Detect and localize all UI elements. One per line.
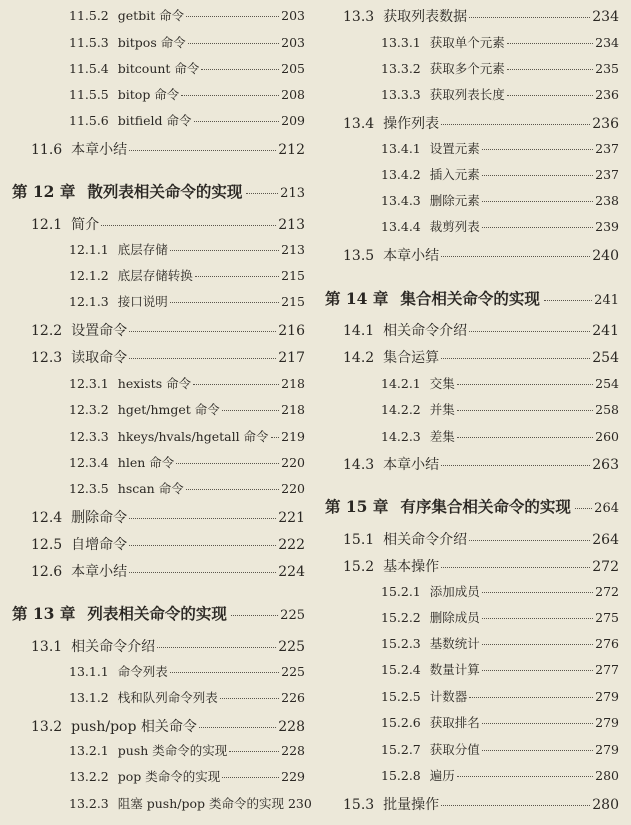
dot-leader [170, 250, 279, 251]
entry-title: 阻塞 push/pop 类命令的实现 [117, 796, 284, 811]
entry-number: 14.2.3 [381, 429, 421, 444]
entry-number: 11.5.3 [69, 35, 109, 50]
subsection-entry [69, 479, 305, 497]
section-entry [343, 347, 619, 367]
entry-page-number: 221 [278, 510, 305, 526]
dot-leader [246, 193, 278, 194]
entry-number: 15.2.3 [381, 636, 421, 651]
entry-page-number: 237 [595, 141, 619, 156]
entry-number: 12.4 [31, 510, 63, 526]
entry-number: 13.5 [343, 248, 375, 264]
subsection-entry [381, 427, 619, 445]
dot-leader [482, 149, 593, 150]
entry-page-number: 228 [281, 743, 305, 758]
entry-number: 第 13 章 [12, 604, 76, 623]
entry-number: 15.3 [343, 797, 375, 813]
subsection-entry [381, 217, 619, 235]
entry-number: 13.1.2 [69, 690, 109, 705]
entry-number: 12.3.5 [69, 481, 109, 496]
entry-number: 13.3.3 [381, 87, 421, 102]
chapter-entry [325, 287, 619, 309]
entry-page-number: 236 [592, 116, 619, 132]
entry-number: 13.3.2 [381, 61, 421, 76]
entry-page-number: 224 [278, 564, 305, 580]
entry-number: 13.1 [31, 639, 63, 655]
dot-leader [441, 567, 590, 568]
dot-leader [469, 17, 590, 18]
entry-page-number: 213 [278, 217, 305, 233]
subsection-entry [69, 240, 305, 258]
subsection-entry [69, 662, 305, 680]
entry-number: 15.2.8 [381, 768, 421, 783]
dot-leader [441, 465, 590, 466]
entry-number: 13.2.1 [69, 743, 109, 758]
entry-number: 第 12 章 [12, 182, 76, 201]
section-entry [31, 561, 305, 581]
entry-title: 本章小结 [71, 142, 128, 158]
entry-title: 获取列表数据 [383, 9, 468, 25]
entry-page-number: 220 [281, 455, 305, 470]
entry-title: 插入元素 [429, 167, 480, 182]
entry-title: 获取单个元素 [429, 35, 505, 50]
entry-number: 13.1.1 [69, 664, 109, 679]
dot-leader [457, 384, 593, 385]
dot-leader [129, 150, 276, 151]
dot-leader [469, 697, 593, 698]
entry-page-number: 235 [595, 61, 619, 76]
entry-title: hexists 命令 [117, 376, 192, 391]
entry-page-number: 241 [594, 293, 619, 308]
subsection-entry [69, 688, 305, 706]
dot-leader [181, 95, 279, 96]
entry-title: bitcount 命令 [117, 61, 200, 76]
section-entry [343, 320, 619, 340]
entry-page-number: 264 [594, 501, 619, 516]
dot-leader [441, 805, 590, 806]
entry-number: 14.1 [343, 323, 375, 339]
entry-page-number: 218 [281, 402, 305, 417]
entry-number: 12.1 [31, 217, 63, 233]
entry-number: 12.3 [31, 350, 63, 366]
entry-title: hget/hmget 命令 [117, 402, 220, 417]
entry-page-number: 208 [281, 87, 305, 102]
entry-number: 14.2.2 [381, 402, 421, 417]
section-entry [343, 556, 619, 576]
entry-title: 设置命令 [71, 323, 128, 339]
entry-title: 删除命令 [71, 510, 128, 526]
section-entry [31, 214, 305, 234]
entry-number: 14.2 [343, 350, 375, 366]
entry-page-number: 220 [281, 481, 305, 496]
dot-leader [129, 545, 276, 546]
entry-title: hscan 命令 [117, 481, 184, 496]
dot-leader [231, 615, 278, 616]
entry-title: bitfield 命令 [117, 113, 192, 128]
dot-leader [129, 358, 276, 359]
entry-title: 设置元素 [429, 141, 480, 156]
dot-leader [186, 16, 279, 17]
entry-page-number: 225 [280, 608, 305, 623]
entry-title: 栈和队列命令列表 [117, 690, 218, 705]
subsection-entry [381, 766, 619, 784]
dot-leader [457, 410, 593, 411]
chapter-entry [325, 495, 619, 517]
dot-leader [129, 572, 276, 573]
entry-page-number: 226 [281, 690, 305, 705]
dot-leader [469, 540, 590, 541]
subsection-entry [381, 400, 619, 418]
entry-number: 15.2.7 [381, 742, 421, 757]
entry-page-number: 276 [595, 636, 619, 651]
entry-number: 12.3.3 [69, 429, 109, 444]
entry-title: 散列表相关命令的实现 [87, 182, 243, 201]
entry-page-number: 212 [278, 142, 305, 158]
section-entry [31, 507, 305, 527]
dot-leader [469, 331, 590, 332]
dot-leader [129, 518, 276, 519]
subsection-entry [69, 741, 305, 759]
entry-page-number: 222 [278, 537, 305, 553]
entry-page-number: 239 [595, 219, 619, 234]
entry-title: 基本操作 [383, 559, 440, 575]
subsection-entry [69, 266, 305, 284]
entry-title: 批量操作 [383, 797, 440, 813]
entry-title: 本章小结 [383, 457, 440, 473]
dot-leader [222, 410, 279, 411]
entry-title: 底层存储转换 [117, 268, 193, 283]
dot-leader [170, 672, 279, 673]
entry-title: 获取排名 [429, 715, 480, 730]
entry-number: 13.4 [343, 116, 375, 132]
entry-number: 12.1.3 [69, 294, 109, 309]
subsection-entry [69, 292, 305, 310]
subsection-entry [381, 165, 619, 183]
entry-title: pop 类命令的实现 [117, 769, 221, 784]
subsection-entry [69, 59, 305, 77]
dot-leader [457, 437, 593, 438]
entry-title: 读取命令 [71, 350, 128, 366]
entry-number: 13.2.2 [69, 769, 109, 784]
entry-page-number: 215 [281, 294, 305, 309]
entry-title: 删除成员 [429, 610, 480, 625]
entry-page-number: 203 [281, 35, 305, 50]
dot-leader [482, 723, 593, 724]
subsection-entry [381, 33, 619, 51]
entry-title: 本章小结 [71, 564, 128, 580]
entry-page-number: 264 [592, 532, 619, 548]
entry-title: 集合相关命令的实现 [400, 289, 540, 308]
entry-title: 计数器 [429, 689, 468, 704]
section-entry [343, 454, 619, 474]
subsection-entry [69, 400, 305, 418]
dot-leader [457, 776, 593, 777]
dot-leader [220, 698, 279, 699]
dot-leader [544, 300, 592, 301]
subsection-entry [69, 767, 305, 785]
entry-page-number: 213 [280, 186, 305, 201]
entry-title: 裁剪列表 [429, 219, 480, 234]
entry-number: 11.5.4 [69, 61, 109, 76]
dot-leader [199, 727, 276, 728]
entry-title: bitop 命令 [117, 87, 180, 102]
entry-title: getbit 命令 [117, 8, 185, 23]
entry-title: 差集 [429, 429, 455, 444]
entry-title: 相关命令介绍 [71, 639, 156, 655]
entry-number: 14.3 [343, 457, 375, 473]
section-entry [343, 113, 619, 133]
section-entry [31, 347, 305, 367]
entry-title: 自增命令 [71, 537, 128, 553]
subsection-entry [381, 374, 619, 392]
section-entry [31, 716, 305, 736]
entry-number: 12.1.2 [69, 268, 109, 283]
entry-title: hkeys/hvals/hgetall 命令 [117, 429, 269, 444]
subsection-entry [381, 59, 619, 77]
entry-number: 13.4.1 [381, 141, 421, 156]
entry-page-number: 216 [278, 323, 305, 339]
entry-number: 12.2 [31, 323, 63, 339]
entry-number: 13.3 [343, 9, 375, 25]
subsection-entry [381, 191, 619, 209]
entry-number: 13.3.1 [381, 35, 421, 50]
entry-number: 12.1.1 [69, 242, 109, 257]
dot-leader [271, 437, 280, 438]
subsection-entry [69, 111, 305, 129]
entry-page-number: 237 [595, 167, 619, 182]
entry-number: 11.5.6 [69, 113, 109, 128]
dot-leader [441, 358, 590, 359]
entry-number: 11.5.2 [69, 8, 109, 23]
entry-number: 15.2.2 [381, 610, 421, 625]
dot-leader [507, 95, 593, 96]
entry-page-number: 254 [595, 376, 619, 391]
subsection-entry [381, 713, 619, 731]
entry-page-number: 272 [592, 559, 619, 575]
dot-leader [229, 751, 279, 752]
dot-leader [482, 592, 593, 593]
dot-leader [186, 489, 279, 490]
entry-page-number: 203 [281, 8, 305, 23]
entry-page-number: 260 [595, 429, 619, 444]
entry-page-number: 234 [595, 35, 619, 50]
entry-title: 获取列表长度 [429, 87, 505, 102]
dot-leader [195, 276, 279, 277]
entry-page-number: 280 [592, 797, 619, 813]
dot-leader [222, 777, 279, 778]
section-entry [31, 636, 305, 656]
subsection-entry [69, 427, 305, 445]
entry-title: hlen 命令 [117, 455, 175, 470]
entry-page-number: 215 [281, 268, 305, 283]
entry-number: 15.2.6 [381, 715, 421, 730]
entry-title: 基数统计 [429, 636, 480, 651]
entry-title: 底层存储 [117, 242, 168, 257]
entry-title: 操作列表 [383, 116, 440, 132]
subsection-entry [69, 794, 312, 812]
entry-page-number: 279 [595, 742, 619, 757]
dot-leader [482, 670, 593, 671]
entry-title: 遍历 [429, 768, 455, 783]
entry-page-number: 229 [281, 769, 305, 784]
dot-leader [482, 201, 593, 202]
entry-page-number: 254 [592, 350, 619, 366]
dot-leader [441, 256, 590, 257]
dot-leader [193, 384, 279, 385]
dot-leader [170, 302, 279, 303]
subsection-entry [381, 582, 619, 600]
subsection-entry [69, 85, 305, 103]
entry-title: 添加成员 [429, 584, 480, 599]
chapter-entry [12, 602, 305, 624]
entry-number: 第 15 章 [325, 497, 389, 516]
subsection-entry [381, 740, 619, 758]
entry-title: 接口说明 [117, 294, 168, 309]
entry-page-number: 277 [595, 662, 619, 677]
entry-title: 命令列表 [117, 664, 168, 679]
entry-title: 数量计算 [429, 662, 480, 677]
subsection-entry [381, 85, 619, 103]
entry-title: bitpos 命令 [117, 35, 186, 50]
entry-number: 15.1 [343, 532, 375, 548]
entry-title: 列表相关命令的实现 [87, 604, 227, 623]
subsection-entry [381, 687, 619, 705]
subsection-entry [381, 608, 619, 626]
dot-leader [482, 175, 593, 176]
entry-page-number: 272 [595, 584, 619, 599]
section-entry [343, 529, 619, 549]
dot-leader [157, 647, 276, 648]
dot-leader [201, 69, 279, 70]
subsection-entry [381, 660, 619, 678]
subsection-entry [69, 33, 305, 51]
entry-page-number: 205 [281, 61, 305, 76]
entry-title: 交集 [429, 376, 455, 391]
subsection-entry [69, 6, 305, 24]
entry-title: 并集 [429, 402, 455, 417]
dot-leader [575, 508, 592, 509]
section-entry [343, 794, 619, 814]
section-entry [343, 245, 619, 265]
entry-number: 11.5.5 [69, 87, 109, 102]
entry-page-number: 279 [595, 689, 619, 704]
entry-page-number: 209 [281, 113, 305, 128]
entry-page-number: 225 [281, 664, 305, 679]
dot-leader [507, 43, 593, 44]
dot-leader [482, 644, 593, 645]
entry-page-number: 263 [592, 457, 619, 473]
dot-leader [482, 227, 593, 228]
entry-title: 相关命令介绍 [383, 532, 468, 548]
dot-leader [188, 43, 279, 44]
entry-title: 本章小结 [383, 248, 440, 264]
dot-leader [482, 618, 593, 619]
entry-page-number: 230 [287, 796, 312, 811]
subsection-entry [69, 374, 305, 392]
entry-number: 12.3.2 [69, 402, 109, 417]
entry-number: 13.4.4 [381, 219, 421, 234]
entry-page-number: 225 [278, 639, 305, 655]
entry-page-number: 275 [595, 610, 619, 625]
entry-title: 获取分值 [429, 742, 480, 757]
entry-title: 集合运算 [383, 350, 440, 366]
entry-title: 获取多个元素 [429, 61, 505, 76]
entry-title: 删除元素 [429, 193, 480, 208]
entry-page-number: 218 [281, 376, 305, 391]
entry-number: 12.3.1 [69, 376, 109, 391]
entry-page-number: 280 [595, 768, 619, 783]
entry-page-number: 219 [281, 429, 305, 444]
dot-leader [441, 124, 590, 125]
entry-page-number: 236 [595, 87, 619, 102]
dot-leader [129, 331, 276, 332]
entry-number: 11.6 [31, 142, 63, 158]
section-entry [31, 139, 305, 159]
entry-page-number: 234 [592, 9, 619, 25]
entry-number: 13.2 [31, 719, 63, 735]
subsection-entry [381, 139, 619, 157]
dot-leader [176, 463, 279, 464]
entry-number: 15.2.5 [381, 689, 421, 704]
entry-number: 12.3.4 [69, 455, 109, 470]
entry-page-number: 240 [592, 248, 619, 264]
entry-page-number: 258 [595, 402, 619, 417]
section-entry [343, 6, 619, 26]
section-entry [31, 534, 305, 554]
entry-page-number: 279 [595, 715, 619, 730]
subsection-entry [381, 634, 619, 652]
entry-page-number: 241 [592, 323, 619, 339]
entry-number: 12.6 [31, 564, 63, 580]
entry-number: 12.5 [31, 537, 63, 553]
entry-page-number: 217 [278, 350, 305, 366]
entry-number: 13.4.2 [381, 167, 421, 182]
dot-leader [482, 750, 593, 751]
entry-number: 13.2.3 [69, 796, 109, 811]
dot-leader [507, 69, 593, 70]
entry-number: 15.2.4 [381, 662, 421, 677]
dot-leader [194, 121, 280, 122]
subsection-entry [69, 453, 305, 471]
entry-page-number: 228 [278, 719, 305, 735]
dot-leader [101, 225, 276, 226]
entry-title: 简介 [71, 217, 100, 233]
chapter-entry [12, 180, 305, 202]
entry-page-number: 238 [595, 193, 619, 208]
entry-title: push/pop 相关命令 [71, 719, 197, 735]
entry-page-number: 213 [281, 242, 305, 257]
section-entry [31, 320, 305, 340]
entry-number: 14.2.1 [381, 376, 421, 391]
entry-number: 13.4.3 [381, 193, 421, 208]
entry-number: 第 14 章 [325, 289, 389, 308]
entry-title: 有序集合相关命令的实现 [400, 497, 571, 516]
entry-title: 相关命令介绍 [383, 323, 468, 339]
entry-number: 15.2.1 [381, 584, 421, 599]
entry-title: push 类命令的实现 [117, 743, 228, 758]
entry-number: 15.2 [343, 559, 375, 575]
